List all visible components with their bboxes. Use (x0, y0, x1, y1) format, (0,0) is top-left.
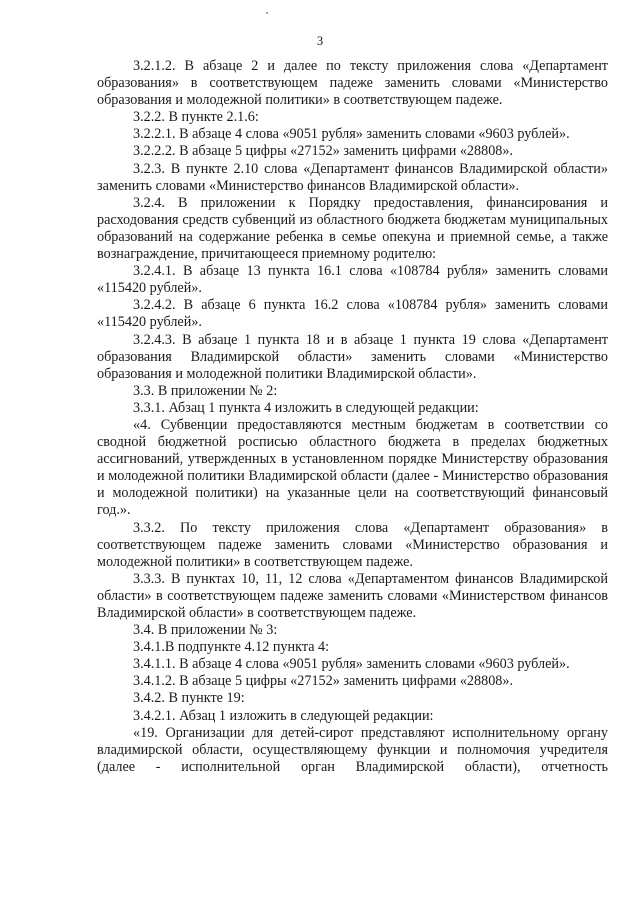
paragraph-3-4-2: 3.4.2. В пункте 19: (133, 690, 245, 707)
paragraph-3-4-1-2: 3.4.1.2. В абзаце 5 цифры «27152» заменить цифрами «28808». (133, 673, 514, 690)
paragraph-3-3-1: 3.3.1. Абзац 1 пункта 4 изложить в следующей редакции: (133, 399, 479, 416)
paragraph-3-3: 3.3. В приложении № 2: (133, 382, 278, 399)
paragraph-3-2-3: 3.2.3. В пункте 2.10 слова «Департамент финансов Владимирской области» заменить словами «Министерство финансов Владимирской области». (97, 160, 608, 194)
paragraph-3-2-2: 3.2.2. В пункте 2.1.6: (133, 109, 259, 126)
paragraph-3-4-2-1: 3.4.2.1. Абзац 1 изложить в следующей редакции: (133, 707, 434, 724)
paragraph-3-3-3: 3.3.3. В пунктах 10, 11, 12 слова «Департаментом финансов Владимирской области» в соответствующем падеже заменить словами «Министерством финансов Владимирской области» в соответствующем падеже. (97, 570, 608, 621)
paragraph-3-2-1-2: 3.2.1.2. В абзаце 2 и далее по тексту приложения слова «Департамент образования» в соответствующем падеже заменить словами «Министерство образования и молодежной политики» в соответствующем падеже. (97, 58, 608, 109)
paragraph-quote-19: «19. Организации для детей-сирот представляют исполнительному органу владимирской области, осуществляющему функции и полномочия учредителя (далее - исполнительной орган Владимирской области), отчетность (97, 724, 608, 775)
scan-speck (266, 12, 268, 14)
paragraph-3-4: 3.4. В приложении № 3: (133, 622, 278, 639)
paragraph-3-2-2-1: 3.2.2.1. В абзаце 4 слова «9051 рубля» заменить словами «9603 рублей». (133, 126, 570, 143)
paragraph-3-4-1-1: 3.4.1.1. В абзаце 4 слова «9051 рубля» заменить словами «9603 рублей». (133, 656, 570, 673)
paragraph-3-2-2-2: 3.2.2.2. В абзаце 5 цифры «27152» заменить цифрами «28808». (133, 143, 514, 160)
paragraph-3-2-4-2: 3.2.4.2. В абзаце 6 пункта 16.2 слова «108784 рубля» заменить словами «115420 рублей». (97, 297, 608, 331)
document-body (97, 58, 608, 776)
paragraph-3-3-2: 3.3.2. По тексту приложения слова «Департамент образования» в соответствующем падеже заменить словами «Министерство образования и молодежной политики» в соответствующем падеже. (97, 519, 608, 570)
paragraph-3-2-4-3: 3.2.4.3. В абзаце 1 пункта 18 и в абзаце 1 пункта 19 слова «Департамент образования Владимирской области» заменить словами «Министерство образования и молодежной политики Владимирской области». (97, 331, 608, 382)
paragraph-3-4-1: 3.4.1.В подпункте 4.12 пункта 4: (133, 639, 330, 656)
paragraph-3-2-4: 3.2.4. В приложении к Порядку предоставления, финансирования и расходования средств субвенций из областного бюджета бюджетам муниципальных образований на содержание ребенка в семье опекуна и приемной семье, а также вознаграждение, причитающееся приемному родителю: (97, 194, 608, 263)
page-number: 3 (316, 34, 324, 48)
paragraph-3-2-4-1: 3.2.4.1. В абзаце 13 пункта 16.1 слова «108784 рубля» заменить словами «115420 рублей». (97, 263, 608, 297)
paragraph-quote-4: «4. Субвенции предоставляются местным бюджетам в соответствии со сводной бюджетной росписью областного бюджета в пределах бюджетных ассигнований, утвержденных в установленном порядке Министерству образования и молодежной политики Владимирской области (далее - Министерство образования и молодежной политики) на указанные цели на соответствующий финансовый год.». (97, 416, 608, 519)
